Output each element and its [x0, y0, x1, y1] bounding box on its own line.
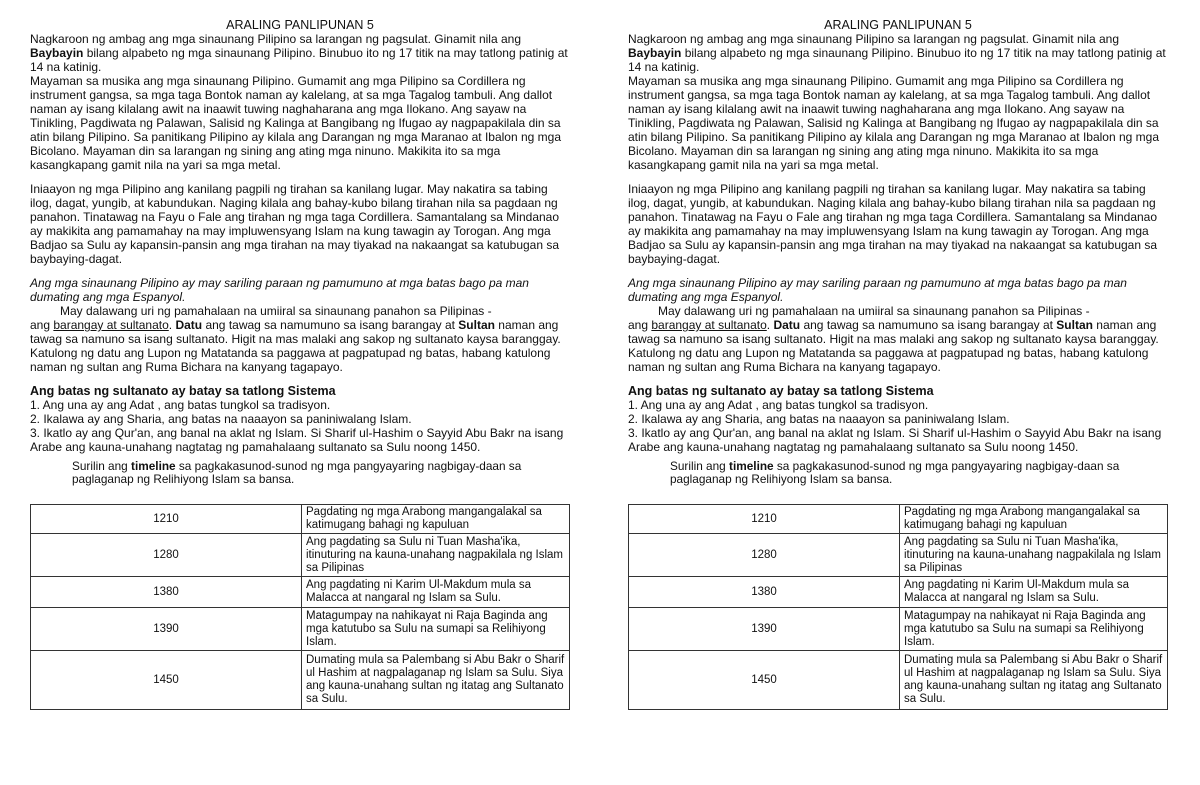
list-item: 2. Ikalawa ay ang Sharia, ang batas na naaayon sa paniniwalang Islam. — [628, 412, 1010, 426]
paragraph-text: naman ang tawag sa namuno sa isang sultanato. Higit na mas malaki ang sakop ng sultanato kaysa baranggay. Katulong ng datu ang Lupon ng Matatanda sa paggawa at pagpatupad ng batas, habang katulong naman ng sultan ang Ruma Bichara na kanyang tagapayo. — [30, 318, 561, 374]
paragraph-text: ang tawag sa namumuno sa isang barangay at — [800, 318, 1057, 332]
table-row — [31, 651, 570, 710]
table-row — [31, 577, 570, 608]
term-sultan: Sultan — [458, 318, 495, 332]
paragraph-text: Nagkaroon ng ambag ang mga sinaunang Pilipino sa larangan ng pagsulat. Ginamit nila ang — [628, 32, 1119, 46]
paragraph-text: . — [766, 318, 774, 332]
paragraph-text: naman ang tawag sa namuno sa isang sultanato. Higit na mas malaki ang sakop ng sultanato kaysa baranggay. Katulong ng datu ang Lupon ng Matatanda sa paggawa at pagpatupad ng batas, habang katulong naman ng sultan ang Ruma Bichara na kanyang tagapayo. — [628, 318, 1159, 374]
paragraph-pamahalaan — [30, 318, 570, 374]
term-barangay-sultanato: barangay at sultanato — [53, 318, 169, 332]
paragraph-tirahan: Iniaayon ng mga Pilipino ang kanilang pagpili ng tirahan sa kanilang lugar. May nakatira sa tabing ilog, dagat, yungib, at kabundukan. Naging kilala ang bahay-kubo bilang tirahan nila sa pagdaan ng panahon. Tinatawag na Fayu o Fale ang tirahan ng mga taga Cordillera. Samantalang sa Mindanao ay makikita ang pamamahay na may impluwensyang Islam na kung tawagin ay Torogan. Ang mga Badjao sa Sulu ay kapansin-pansin ang mga tirahan na may tiyakad na nakaangat sa katubugan sa baybaying-dagat. — [628, 182, 1158, 266]
table-row — [31, 505, 570, 534]
paragraph-tirahan: Iniaayon ng mga Pilipino ang kanilang pagpili ng tirahan sa kanilang lugar. May nakatira sa tabing ilog, dagat, yungib, at kabundukan. Naging kilala ang bahay-kubo bilang tirahan nila sa pagdaan ng panahon. Tinatawag na Fayu o Fale ang tirahan ng mga taga Cordillera. Samantalang sa Mindanao ay makikita ang pamamahay na may impluwensyang Islam na kung tawagin ay Torogan. Ang mga Badjao sa Sulu ay kapansin-pansin ang mga tirahan na may tiyakad na nakaangat sa katubugan sa baybaying-dagat. — [30, 182, 560, 266]
instruction-text: Surilin ang — [72, 459, 132, 473]
table-row — [629, 651, 1168, 710]
page-right — [628, 18, 1168, 710]
event-cell: Ang pagdating sa Sulu ni Tuan Masha'ika, itinuturing na kauna-unahang nagpakilala ng Islam sa Pilipinas — [302, 534, 570, 577]
paragraph-musika: Mayaman sa musika ang mga sinaunang Pilipino. Gumamit ang mga Pilipino sa Cordillera ng instrument gangsa, sa mga taga Bontok naman ay kalelang, at sa mga Tagalog tambuli. Ang dallot naman ay isang kilalang awit na inaawit tuwing naghaharana ang mga Ilokano. Ang sayaw na Tinikling, Pagdiwata ng Palawan, Salisid ng Kalinga at Bangibang ng Ifugao ay nagpapakilala din sa atin bilang Pilipino. Sa panitikang Pilipino ay kilala ang Darangan ng mga Maranao at Ibalon ng mga Bicolano. Mayaman din sa larangan ng sining ang ating mga ninuno. Makikita ito sa mga kasangkapang gamit nila na yari sa mga metal. — [628, 74, 1160, 172]
paragraph-pamumuno: Ang mga sinaunang Pilipino ay may sariling paraan ng pamumuno at mga batas bago pa man dumating ang mga Espanyol. — [628, 276, 1127, 304]
list-item: 2. Ikalawa ay ang Sharia, ang batas na naaayon sa paniniwalang Islam. — [30, 412, 412, 426]
event-cell: Dumating mula sa Palembang si Abu Bakr o Sharif ul Hashim at nagpalaganap ng Islam sa Sulu. Siya ang kauna-unahang sultan ng itatag ang Sultanato sa Sulu. — [302, 651, 570, 710]
year-cell: 1210 — [31, 505, 302, 534]
page-title: ARALING PANLIPUNAN 5 — [824, 18, 972, 32]
event-cell: Pagdating ng mga Arabong mangangalakal sa katimugang bahagi ng kapuluan — [900, 505, 1168, 534]
page-title: ARALING PANLIPUNAN 5 — [226, 18, 374, 32]
term-baybayin: Baybayin — [30, 46, 84, 60]
event-cell: Ang pagdating ni Karim Ul-Makdum mula sa Malacca at nangaral ng Islam sa Sulu. — [302, 577, 570, 608]
table-row — [629, 577, 1168, 608]
instruction — [628, 460, 1168, 486]
paragraph-text: Nagkaroon ng ambag ang mga sinaunang Pilipino sa larangan ng pagsulat. Ginamit nila ang — [30, 32, 521, 46]
term-timeline: timeline — [729, 459, 774, 473]
paragraph-baybayin — [628, 32, 1168, 74]
section-heading: Ang batas ng sultanato ay batay sa tatlong Sistema — [30, 384, 336, 398]
table-row — [31, 608, 570, 651]
year-cell: 1380 — [629, 577, 900, 608]
paragraph-text: ang — [30, 318, 54, 332]
year-cell: 1280 — [31, 534, 302, 577]
event-cell: Ang pagdating ni Karim Ul-Makdum mula sa Malacca at nangaral ng Islam sa Sulu. — [900, 577, 1168, 608]
year-cell: 1380 — [31, 577, 302, 608]
year-cell: 1390 — [629, 608, 900, 651]
year-cell: 1280 — [629, 534, 900, 577]
paragraph-pamahalaan-line1: May dalawang uri ng pamahalaan na umiiral sa sinaunang panahon sa Pilipinas - — [658, 304, 1090, 318]
table-row — [629, 608, 1168, 651]
timeline-table — [628, 504, 1168, 710]
list-item: 1. Ang una ay ang Adat , ang batas tungkol sa tradisyon. — [628, 398, 929, 412]
paragraph-baybayin — [30, 32, 570, 74]
table-row — [31, 534, 570, 577]
event-cell: Matagumpay na nahikayat ni Raja Baginda ang mga katutubo sa Sulu na sumapi sa Relihiyong Islam. — [302, 608, 570, 651]
table-row — [629, 505, 1168, 534]
instruction-text: Surilin ang — [670, 459, 730, 473]
term-sultan: Sultan — [1056, 318, 1093, 332]
list-item: 3. Ikatlo ay ang Qur'an, ang banal na aklat ng Islam. Si Sharif ul-Hashim o Sayyid Abu Bakr na isang Arabe ang kauna-unahang nagtatag ng pamahalaang sultanato sa Sulu noong 1450. — [30, 426, 564, 454]
paragraph-pamumuno: Ang mga sinaunang Pilipino ay may sariling paraan ng pamumuno at mga batas bago pa man dumating ang mga Espanyol. — [30, 276, 529, 304]
event-cell: Matagumpay na nahikayat ni Raja Baginda ang mga katutubo sa Sulu na sumapi sa Relihiyong Islam. — [900, 608, 1168, 651]
paragraph-text: ang — [628, 318, 652, 332]
term-datu: Datu — [773, 318, 801, 332]
event-cell: Ang pagdating sa Sulu ni Tuan Masha'ika, itinuturing na kauna-unahang nagpakilala ng Islam sa Pilipinas — [900, 534, 1168, 577]
term-barangay-sultanato: barangay at sultanato — [651, 318, 767, 332]
paragraph-text: bilang alpabeto ng mga sinaunang Pilipino. Binubuo ito ng 17 titik na may tatlong patinig at 14 na katinig. — [30, 46, 568, 74]
term-datu: Datu — [175, 318, 203, 332]
year-cell: 1210 — [629, 505, 900, 534]
timeline-table — [30, 504, 570, 710]
page-left — [30, 18, 570, 710]
paragraph-text: . — [168, 318, 176, 332]
term-baybayin: Baybayin — [628, 46, 682, 60]
term-timeline: timeline — [131, 459, 176, 473]
year-cell: 1450 — [629, 651, 900, 710]
section-heading: Ang batas ng sultanato ay batay sa tatlong Sistema — [628, 384, 934, 398]
instruction-text: sa pagkakasunod-sunod ng mga pangyayaring nagbigay-daan sa paglaganap ng Relihiyong Islam sa bansa. — [670, 459, 1120, 486]
paragraph-musika: Mayaman sa musika ang mga sinaunang Pilipino. Gumamit ang mga Pilipino sa Cordillera ng instrument gangsa, sa mga taga Bontok naman ay kalelang, at sa mga Tagalog tambuli. Ang dallot naman ay isang kilalang awit na inaawit tuwing naghaharana ang mga Ilokano. Ang sayaw na Tinikling, Pagdiwata ng Palawan, Salisid ng Kalinga at Bangibang ng Ifugao ay nagpapakilala din sa atin bilang Pilipino. Sa panitikang Pilipino ay kilala ang Darangan ng mga Maranao at Ibalon ng mga Bicolano. Mayaman din sa larangan ng sining ang ating mga ninuno. Makikita ito sa mga kasangkapang gamit nila na yari sa mga metal. — [30, 74, 562, 172]
list-item: 1. Ang una ay ang Adat , ang batas tungkol sa tradisyon. — [30, 398, 331, 412]
paragraph-text: ang tawag sa namumuno sa isang barangay at — [202, 318, 459, 332]
event-cell: Dumating mula sa Palembang si Abu Bakr o Sharif ul Hashim at nagpalaganap ng Islam sa Sulu. Siya ang kauna-unahang sultan ng itatag ang Sultanato sa Sulu. — [900, 651, 1168, 710]
table-row — [629, 534, 1168, 577]
list-item: 3. Ikatlo ay ang Qur'an, ang banal na aklat ng Islam. Si Sharif ul-Hashim o Sayyid Abu Bakr na isang Arabe ang kauna-unahang nagtatag ng pamahalaang sultanato sa Sulu noong 1450. — [628, 426, 1162, 454]
year-cell: 1450 — [31, 651, 302, 710]
instruction — [30, 460, 570, 486]
paragraph-pamahalaan-line1: May dalawang uri ng pamahalaan na umiiral sa sinaunang panahon sa Pilipinas - — [60, 304, 492, 318]
event-cell: Pagdating ng mga Arabong mangangalakal sa katimugang bahagi ng kapuluan — [302, 505, 570, 534]
paragraph-text: bilang alpabeto ng mga sinaunang Pilipino. Binubuo ito ng 17 titik na may tatlong patinig at 14 na katinig. — [628, 46, 1166, 74]
year-cell: 1390 — [31, 608, 302, 651]
paragraph-pamahalaan — [628, 318, 1168, 374]
instruction-text: sa pagkakasunod-sunod ng mga pangyayaring nagbigay-daan sa paglaganap ng Relihiyong Islam sa bansa. — [72, 459, 522, 486]
